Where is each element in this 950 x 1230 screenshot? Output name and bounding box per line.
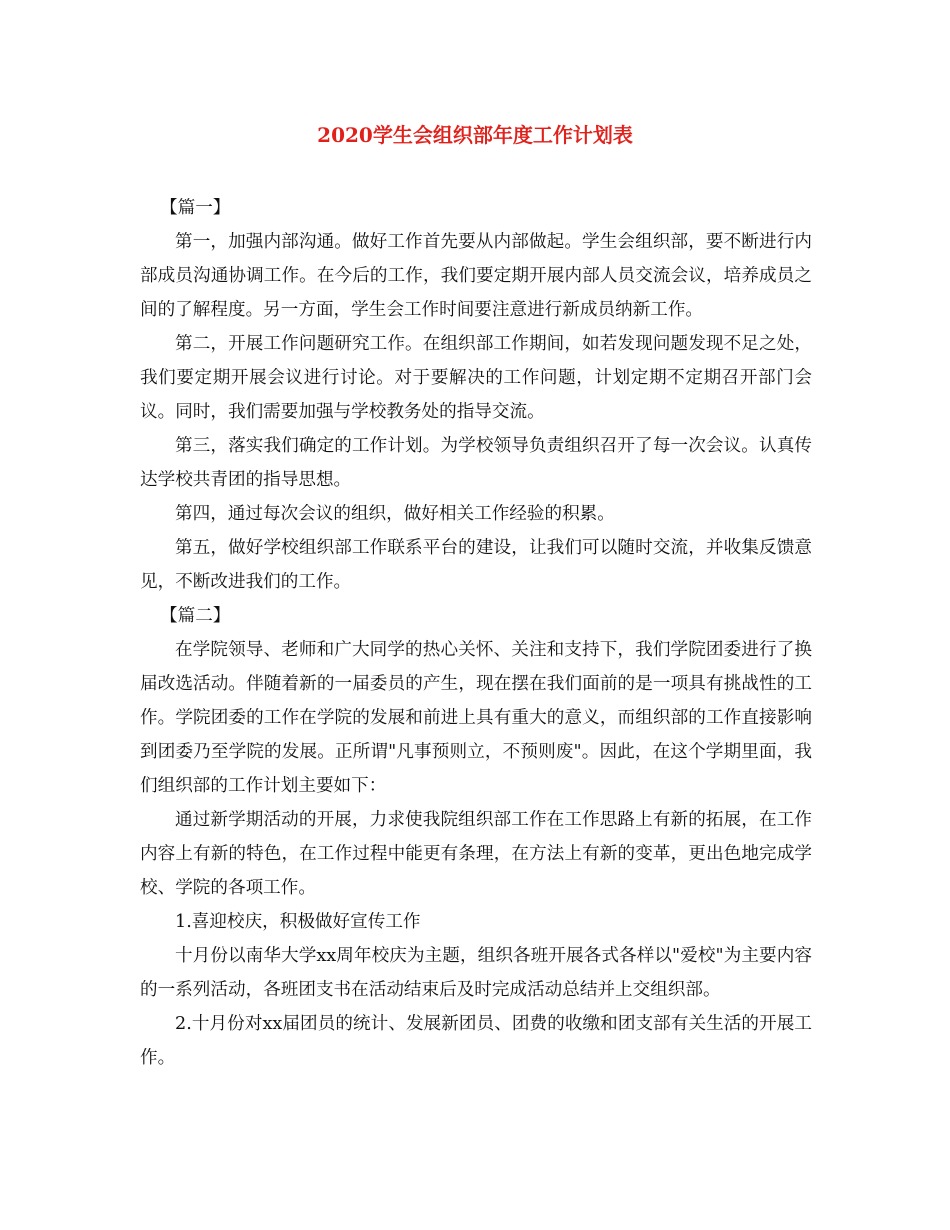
body-paragraph: 第四，通过每次会议的组织，做好相关工作经验的积累。 <box>175 504 615 524</box>
body-paragraph: 第一，加强内部沟通。做好工作首先要从内部做起。学生会组织部，要不断进行内部成员沟通协调工作。在今后的工作，我们要定期开展内部人员交流会议，培养成员之间的了解程度。另一方面，学生会工作时间要注意进行新成员纳新工作。 <box>140 232 812 320</box>
body-paragraph: 第五，做好学校组织部工作联系平台的建设，让我们可以随时交流，并收集反馈意见，不断改进我们的工作。 <box>140 538 812 592</box>
body-paragraph: 第二，开展工作问题研究工作。在组织部工作期间，如若发现问题发现不足之处，我们要定期开展会议进行讨论。对于要解决的工作问题，计划定期不定期召开部门会议。同时，我们需要加强与学校教务处的指导交流。 <box>140 334 812 422</box>
body-paragraph: 通过新学期活动的开展，力求使我院组织部工作在工作思路上有新的拓展，在工作内容上有新的特色，在工作过程中能更有条理，在方法上有新的变革，更出色地完成学校、学院的各项工作。 <box>140 810 812 898</box>
body-paragraph: 十月份以南华大学xx周年校庆为主题，组织各班开展各式各样以"爱校"为主要内容的一系列活动，各班团支书在活动结束后及时完成活动总结并上交组织部。 <box>140 946 812 1000</box>
section-heading: 【篇二】 <box>160 606 231 626</box>
body-paragraph: 1.喜迎校庆，积极做好宣传工作 <box>175 912 421 932</box>
body-paragraph: 2.十月份对xx届团员的统计、发展新团员、团费的收缴和团支部有关生活的开展工作。 <box>140 1014 812 1068</box>
body-paragraph: 第三，落实我们确定的工作计划。为学校领导负责组织召开了每一次会议。认真传达学校共青团的指导思想。 <box>140 436 812 490</box>
body-paragraph: 在学院领导、老师和广大同学的热心关怀、关注和支持下，我们学院团委进行了换届改选活动。伴随着新的一届委员的产生，现在摆在我们面前的是一项具有挑战性的工作。学院团委的工作在学院的发展和前进上具有重大的意义，而组织部的工作直接影响到团委乃至学院的发展。正所谓"凡事预则立，不预则废"。因此，在这个学期里面，我们组织部的工作计划主要如下： <box>140 640 812 796</box>
section-heading: 【篇一】 <box>160 198 231 218</box>
document-body <box>140 191 812 1075</box>
document-title: 2020学生会组织部年度工作计划表 <box>317 123 633 147</box>
